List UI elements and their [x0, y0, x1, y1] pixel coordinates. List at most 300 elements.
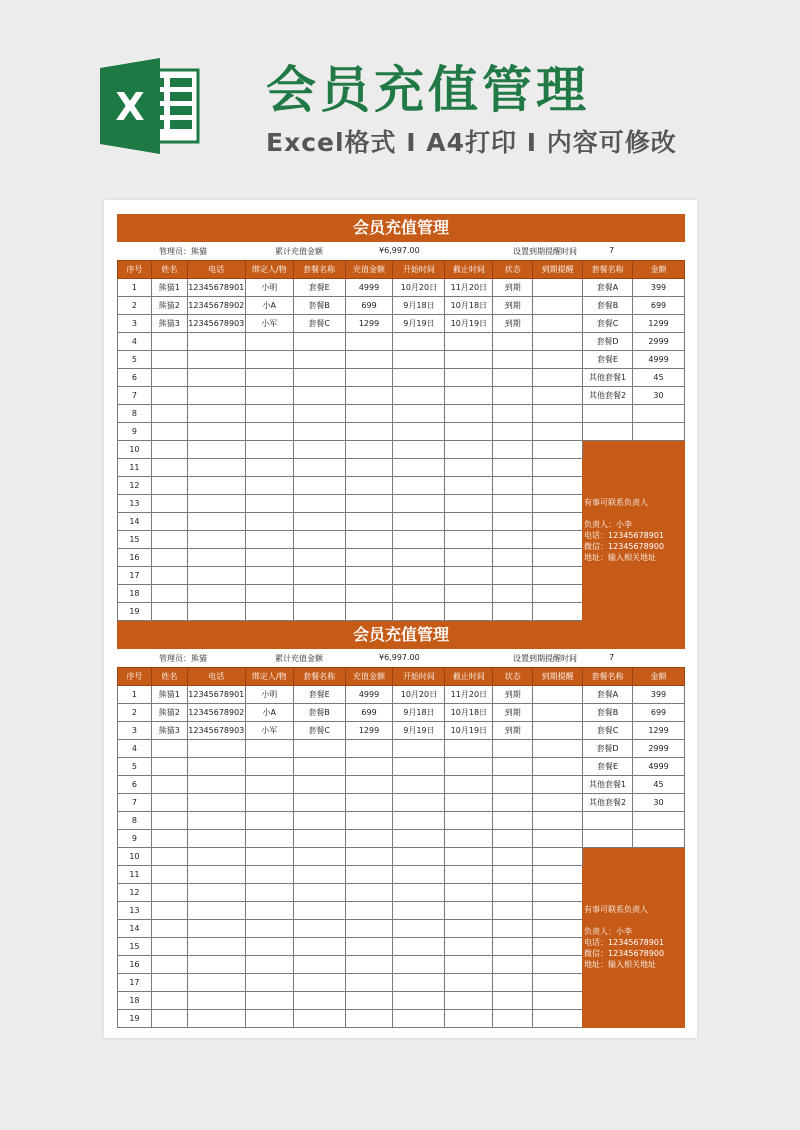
data-cell[interactable]	[533, 387, 583, 405]
data-cell[interactable]: 10月18日	[445, 704, 493, 722]
package-amount-cell[interactable]: 30	[633, 387, 685, 405]
data-cell[interactable]	[245, 423, 293, 441]
package-amount-cell[interactable]	[633, 405, 685, 423]
data-cell[interactable]	[245, 387, 293, 405]
data-cell[interactable]	[493, 794, 533, 812]
data-cell[interactable]	[187, 866, 245, 884]
data-cell[interactable]	[293, 495, 345, 513]
data-cell[interactable]	[493, 549, 533, 567]
package-name-cell[interactable]	[583, 830, 633, 848]
data-cell[interactable]: 10月20日	[393, 686, 445, 704]
data-cell[interactable]	[533, 549, 583, 567]
data-cell[interactable]	[493, 513, 533, 531]
data-cell[interactable]	[293, 423, 345, 441]
data-cell[interactable]	[393, 531, 445, 549]
data-cell[interactable]: 12345678902	[187, 297, 245, 315]
data-cell[interactable]	[345, 369, 393, 387]
data-cell[interactable]	[533, 459, 583, 477]
package-name-cell[interactable]: 其他套餐1	[583, 776, 633, 794]
data-cell[interactable]	[533, 722, 583, 740]
data-cell[interactable]	[293, 387, 345, 405]
data-cell[interactable]: 9月18日	[393, 297, 445, 315]
data-cell[interactable]	[345, 459, 393, 477]
data-cell[interactable]: 套餐B	[293, 704, 345, 722]
package-amount-cell[interactable]: 699	[633, 704, 685, 722]
data-cell[interactable]	[493, 866, 533, 884]
data-cell[interactable]	[151, 902, 187, 920]
data-cell[interactable]	[187, 423, 245, 441]
package-amount-cell[interactable]: 30	[633, 794, 685, 812]
data-cell[interactable]	[345, 585, 393, 603]
data-cell[interactable]	[533, 812, 583, 830]
data-cell[interactable]	[445, 794, 493, 812]
data-cell[interactable]	[151, 585, 187, 603]
data-cell[interactable]	[293, 333, 345, 351]
data-cell[interactable]	[345, 387, 393, 405]
data-cell[interactable]	[187, 459, 245, 477]
data-cell[interactable]	[393, 884, 445, 902]
data-cell[interactable]	[445, 423, 493, 441]
data-cell[interactable]	[345, 776, 393, 794]
data-cell[interactable]	[445, 369, 493, 387]
data-cell[interactable]	[493, 938, 533, 956]
data-cell[interactable]	[445, 740, 493, 758]
data-cell[interactable]	[293, 351, 345, 369]
data-cell[interactable]: 熊猫3	[151, 315, 187, 333]
data-cell[interactable]	[245, 333, 293, 351]
data-cell[interactable]	[533, 531, 583, 549]
data-cell[interactable]: 11月20日	[445, 686, 493, 704]
data-cell[interactable]	[493, 441, 533, 459]
data-cell[interactable]	[151, 848, 187, 866]
data-cell[interactable]: 10月19日	[445, 315, 493, 333]
data-cell[interactable]	[245, 794, 293, 812]
data-cell[interactable]	[345, 513, 393, 531]
package-amount-cell[interactable]: 4999	[633, 758, 685, 776]
data-cell[interactable]	[393, 902, 445, 920]
data-cell[interactable]	[245, 866, 293, 884]
data-cell[interactable]	[533, 477, 583, 495]
data-cell[interactable]	[345, 830, 393, 848]
data-cell[interactable]: 12345678903	[187, 722, 245, 740]
data-cell[interactable]	[187, 495, 245, 513]
data-cell[interactable]	[533, 920, 583, 938]
data-cell[interactable]	[445, 776, 493, 794]
data-cell[interactable]	[533, 956, 583, 974]
data-cell[interactable]	[345, 812, 393, 830]
data-cell[interactable]	[493, 902, 533, 920]
data-cell[interactable]	[445, 956, 493, 974]
package-amount-cell[interactable]: 1299	[633, 315, 685, 333]
data-cell[interactable]	[533, 333, 583, 351]
data-cell[interactable]	[493, 1010, 533, 1028]
package-amount-cell[interactable]: 45	[633, 369, 685, 387]
data-cell[interactable]	[151, 549, 187, 567]
data-cell[interactable]	[393, 513, 445, 531]
data-cell[interactable]: 11月20日	[445, 279, 493, 297]
data-cell[interactable]	[245, 531, 293, 549]
data-cell[interactable]	[293, 830, 345, 848]
data-cell[interactable]	[187, 405, 245, 423]
data-cell[interactable]: 1299	[345, 722, 393, 740]
data-cell[interactable]	[187, 956, 245, 974]
data-cell[interactable]	[345, 495, 393, 513]
data-cell[interactable]	[493, 956, 533, 974]
data-cell[interactable]	[493, 531, 533, 549]
data-cell[interactable]	[293, 992, 345, 1010]
data-cell[interactable]	[187, 513, 245, 531]
package-amount-cell[interactable]: 2999	[633, 333, 685, 351]
data-cell[interactable]	[445, 848, 493, 866]
data-cell[interactable]	[187, 902, 245, 920]
data-cell[interactable]: 12345678901	[187, 686, 245, 704]
data-cell[interactable]	[445, 531, 493, 549]
data-cell[interactable]	[293, 938, 345, 956]
data-cell[interactable]	[393, 351, 445, 369]
data-cell[interactable]	[345, 603, 393, 621]
data-cell[interactable]: 9月18日	[393, 704, 445, 722]
data-cell[interactable]	[293, 441, 345, 459]
data-cell[interactable]	[151, 459, 187, 477]
manager-value[interactable]: 熊猫	[191, 247, 207, 256]
data-cell[interactable]	[151, 992, 187, 1010]
data-cell[interactable]	[245, 459, 293, 477]
data-cell[interactable]	[533, 441, 583, 459]
data-cell[interactable]	[533, 704, 583, 722]
data-cell[interactable]	[445, 459, 493, 477]
data-cell[interactable]	[293, 740, 345, 758]
data-cell[interactable]	[445, 549, 493, 567]
data-cell[interactable]	[187, 938, 245, 956]
data-cell[interactable]	[245, 830, 293, 848]
data-cell[interactable]	[533, 1010, 583, 1028]
data-cell[interactable]	[293, 531, 345, 549]
data-cell[interactable]	[187, 812, 245, 830]
data-cell[interactable]	[293, 848, 345, 866]
data-cell[interactable]	[187, 974, 245, 992]
data-cell[interactable]	[151, 920, 187, 938]
data-cell[interactable]	[393, 387, 445, 405]
package-name-cell[interactable]: 其他套餐2	[583, 794, 633, 812]
data-cell[interactable]	[445, 585, 493, 603]
data-cell[interactable]	[187, 740, 245, 758]
data-cell[interactable]	[393, 956, 445, 974]
data-cell[interactable]	[393, 974, 445, 992]
data-cell[interactable]	[445, 513, 493, 531]
package-amount-cell[interactable]: 399	[633, 279, 685, 297]
data-cell[interactable]	[151, 405, 187, 423]
data-cell[interactable]: 9月19日	[393, 722, 445, 740]
data-cell[interactable]	[533, 686, 583, 704]
data-cell[interactable]: 小军	[245, 722, 293, 740]
data-cell[interactable]	[445, 902, 493, 920]
data-cell[interactable]	[293, 603, 345, 621]
data-cell[interactable]	[533, 495, 583, 513]
data-cell[interactable]	[533, 405, 583, 423]
data-cell[interactable]	[533, 603, 583, 621]
data-cell[interactable]	[345, 992, 393, 1010]
data-cell[interactable]	[445, 830, 493, 848]
data-cell[interactable]	[493, 369, 533, 387]
data-cell[interactable]	[151, 758, 187, 776]
data-cell[interactable]	[493, 459, 533, 477]
data-cell[interactable]	[445, 866, 493, 884]
data-cell[interactable]	[245, 495, 293, 513]
package-amount-cell[interactable]: 4999	[633, 351, 685, 369]
data-cell[interactable]	[393, 423, 445, 441]
data-cell[interactable]	[393, 740, 445, 758]
data-cell[interactable]	[445, 920, 493, 938]
data-cell[interactable]	[345, 1010, 393, 1028]
data-cell[interactable]	[151, 830, 187, 848]
data-cell[interactable]	[187, 603, 245, 621]
data-cell[interactable]	[245, 974, 293, 992]
package-name-cell[interactable]: 套餐C	[583, 722, 633, 740]
data-cell[interactable]	[493, 603, 533, 621]
data-cell[interactable]	[493, 477, 533, 495]
data-cell[interactable]: 熊猫3	[151, 722, 187, 740]
data-cell[interactable]	[393, 938, 445, 956]
data-cell[interactable]	[533, 297, 583, 315]
data-cell[interactable]	[187, 477, 245, 495]
data-cell[interactable]	[245, 477, 293, 495]
data-cell[interactable]: 套餐E	[293, 686, 345, 704]
data-cell[interactable]: 12345678902	[187, 704, 245, 722]
data-cell[interactable]	[493, 848, 533, 866]
data-cell[interactable]	[493, 423, 533, 441]
data-cell[interactable]: 熊猫1	[151, 279, 187, 297]
data-cell[interactable]: 到期	[493, 686, 533, 704]
package-name-cell[interactable]: 套餐E	[583, 758, 633, 776]
data-cell[interactable]	[533, 740, 583, 758]
data-cell[interactable]	[293, 758, 345, 776]
data-cell[interactable]	[345, 549, 393, 567]
package-amount-cell[interactable]: 699	[633, 297, 685, 315]
data-cell[interactable]: 10月18日	[445, 297, 493, 315]
data-cell[interactable]	[187, 333, 245, 351]
reminder-days-value[interactable]: 7	[609, 246, 615, 255]
data-cell[interactable]	[393, 333, 445, 351]
data-cell[interactable]	[187, 992, 245, 1010]
data-cell[interactable]	[187, 531, 245, 549]
data-cell[interactable]	[245, 776, 293, 794]
data-cell[interactable]	[187, 758, 245, 776]
data-cell[interactable]	[345, 902, 393, 920]
data-cell[interactable]	[533, 938, 583, 956]
data-cell[interactable]	[533, 974, 583, 992]
data-cell[interactable]	[245, 956, 293, 974]
data-cell[interactable]	[245, 369, 293, 387]
data-cell[interactable]	[187, 794, 245, 812]
data-cell[interactable]: 到期	[493, 315, 533, 333]
data-cell[interactable]	[187, 567, 245, 585]
data-cell[interactable]	[393, 1010, 445, 1028]
data-cell[interactable]	[245, 848, 293, 866]
data-cell[interactable]	[345, 866, 393, 884]
data-cell[interactable]: 10月19日	[445, 722, 493, 740]
data-cell[interactable]	[245, 567, 293, 585]
data-cell[interactable]	[345, 848, 393, 866]
package-name-cell[interactable]: 套餐C	[583, 315, 633, 333]
data-cell[interactable]	[345, 441, 393, 459]
data-cell[interactable]	[151, 567, 187, 585]
data-cell[interactable]	[151, 477, 187, 495]
data-cell[interactable]	[445, 603, 493, 621]
data-cell[interactable]: 小军	[245, 315, 293, 333]
data-cell[interactable]	[393, 405, 445, 423]
data-cell[interactable]: 到期	[493, 722, 533, 740]
data-cell[interactable]	[493, 830, 533, 848]
data-cell[interactable]	[187, 848, 245, 866]
data-cell[interactable]	[393, 567, 445, 585]
data-cell[interactable]	[493, 387, 533, 405]
data-cell[interactable]	[345, 477, 393, 495]
data-cell[interactable]	[445, 567, 493, 585]
data-cell[interactable]	[533, 776, 583, 794]
data-cell[interactable]: 12345678901	[187, 279, 245, 297]
data-cell[interactable]	[345, 333, 393, 351]
data-cell[interactable]: 套餐B	[293, 297, 345, 315]
data-cell[interactable]	[293, 812, 345, 830]
data-cell[interactable]	[293, 369, 345, 387]
data-cell[interactable]	[533, 369, 583, 387]
data-cell[interactable]	[151, 974, 187, 992]
data-cell[interactable]	[245, 902, 293, 920]
data-cell[interactable]	[533, 992, 583, 1010]
data-cell[interactable]	[393, 794, 445, 812]
data-cell[interactable]	[393, 459, 445, 477]
data-cell[interactable]	[151, 531, 187, 549]
data-cell[interactable]	[151, 866, 187, 884]
data-cell[interactable]	[533, 848, 583, 866]
data-cell[interactable]: 套餐E	[293, 279, 345, 297]
package-name-cell[interactable]	[583, 812, 633, 830]
data-cell[interactable]	[293, 920, 345, 938]
data-cell[interactable]	[533, 279, 583, 297]
data-cell[interactable]	[493, 333, 533, 351]
data-cell[interactable]	[493, 812, 533, 830]
data-cell[interactable]	[245, 938, 293, 956]
data-cell[interactable]	[393, 369, 445, 387]
data-cell[interactable]	[187, 351, 245, 369]
data-cell[interactable]	[533, 902, 583, 920]
data-cell[interactable]	[445, 938, 493, 956]
data-cell[interactable]	[245, 740, 293, 758]
data-cell[interactable]	[393, 441, 445, 459]
data-cell[interactable]	[393, 848, 445, 866]
data-cell[interactable]	[293, 776, 345, 794]
data-cell[interactable]: 熊猫2	[151, 704, 187, 722]
data-cell[interactable]	[533, 315, 583, 333]
package-amount-cell[interactable]	[633, 423, 685, 441]
data-cell[interactable]: 10月20日	[393, 279, 445, 297]
data-cell[interactable]	[493, 920, 533, 938]
data-cell[interactable]	[533, 423, 583, 441]
package-name-cell[interactable]: 套餐B	[583, 297, 633, 315]
data-cell[interactable]	[245, 884, 293, 902]
data-cell[interactable]	[245, 351, 293, 369]
package-name-cell[interactable]: 套餐D	[583, 333, 633, 351]
package-name-cell[interactable]: 其他套餐1	[583, 369, 633, 387]
data-cell[interactable]	[151, 603, 187, 621]
package-amount-cell[interactable]: 45	[633, 776, 685, 794]
package-amount-cell[interactable]	[633, 830, 685, 848]
data-cell[interactable]	[445, 495, 493, 513]
data-cell[interactable]	[187, 884, 245, 902]
data-cell[interactable]	[187, 920, 245, 938]
data-cell[interactable]	[245, 549, 293, 567]
data-cell[interactable]	[187, 387, 245, 405]
data-cell[interactable]	[445, 1010, 493, 1028]
data-cell[interactable]: 到期	[493, 704, 533, 722]
package-name-cell[interactable]: 套餐A	[583, 686, 633, 704]
data-cell[interactable]	[345, 423, 393, 441]
data-cell[interactable]: 小A	[245, 704, 293, 722]
data-cell[interactable]	[293, 884, 345, 902]
package-name-cell[interactable]: 套餐E	[583, 351, 633, 369]
data-cell[interactable]	[187, 830, 245, 848]
data-cell[interactable]: 9月19日	[393, 315, 445, 333]
data-cell[interactable]	[151, 495, 187, 513]
data-cell[interactable]	[187, 441, 245, 459]
data-cell[interactable]	[533, 585, 583, 603]
data-cell[interactable]	[245, 585, 293, 603]
data-cell[interactable]	[151, 387, 187, 405]
data-cell[interactable]	[393, 603, 445, 621]
data-cell[interactable]: 套餐C	[293, 315, 345, 333]
package-name-cell[interactable]: 套餐D	[583, 740, 633, 758]
data-cell[interactable]	[493, 758, 533, 776]
data-cell[interactable]	[293, 866, 345, 884]
data-cell[interactable]: 小明	[245, 686, 293, 704]
data-cell[interactable]	[345, 938, 393, 956]
data-cell[interactable]	[151, 441, 187, 459]
data-cell[interactable]	[445, 333, 493, 351]
data-cell[interactable]	[245, 1010, 293, 1028]
data-cell[interactable]: 1299	[345, 315, 393, 333]
data-cell[interactable]	[493, 974, 533, 992]
data-cell[interactable]	[151, 369, 187, 387]
data-cell[interactable]	[187, 549, 245, 567]
data-cell[interactable]	[393, 776, 445, 794]
data-cell[interactable]	[533, 351, 583, 369]
data-cell[interactable]	[493, 585, 533, 603]
data-cell[interactable]	[293, 1010, 345, 1028]
data-cell[interactable]	[151, 812, 187, 830]
data-cell[interactable]	[533, 794, 583, 812]
data-cell[interactable]	[445, 387, 493, 405]
data-cell[interactable]	[393, 812, 445, 830]
data-cell[interactable]	[345, 740, 393, 758]
data-cell[interactable]	[493, 567, 533, 585]
data-cell[interactable]	[245, 812, 293, 830]
data-cell[interactable]	[445, 351, 493, 369]
data-cell[interactable]	[533, 513, 583, 531]
package-name-cell[interactable]	[583, 423, 633, 441]
data-cell[interactable]: 小明	[245, 279, 293, 297]
data-cell[interactable]	[293, 513, 345, 531]
data-cell[interactable]	[533, 830, 583, 848]
data-cell[interactable]	[393, 992, 445, 1010]
data-cell[interactable]	[245, 441, 293, 459]
data-cell[interactable]	[293, 585, 345, 603]
data-cell[interactable]	[445, 812, 493, 830]
data-cell[interactable]: 4999	[345, 279, 393, 297]
data-cell[interactable]	[245, 603, 293, 621]
data-cell[interactable]: 4999	[345, 686, 393, 704]
data-cell[interactable]	[493, 740, 533, 758]
data-cell[interactable]: 12345678903	[187, 315, 245, 333]
